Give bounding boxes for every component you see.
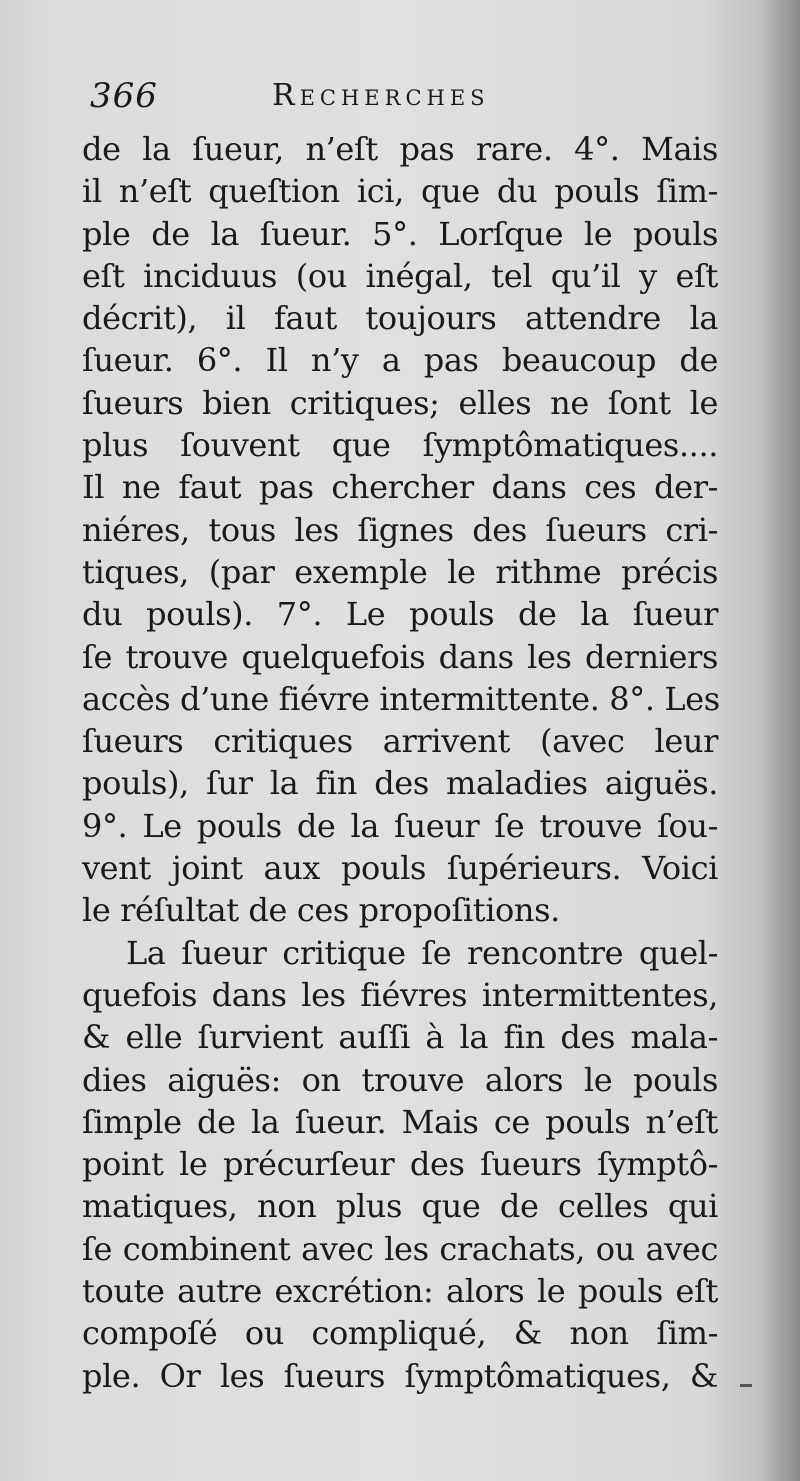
text-line: 9°. Le pouls de la ſueur ſe trouve ſou- (82, 806, 718, 845)
text-line-paragraph-start: La ſueur critique ſe rencontre quel- (126, 933, 718, 972)
text-line: pouls), ſur la fin des maladies aiguës. (82, 764, 718, 803)
text-line: niéres, tous les ſignes des ſueurs cri- (82, 510, 718, 549)
text-line: quefois dans les fiévres intermittentes, (82, 975, 718, 1014)
text-line: matiques, non plus que de celles qui (82, 1187, 718, 1226)
running-head (82, 70, 722, 118)
text-line: point le précurſeur des ſueurs ſymptô- (82, 1145, 718, 1184)
text-line: décrit), il faut toujours attendre la (82, 299, 718, 338)
page-number: 366 (90, 76, 158, 116)
text-line: accès d’une fiévre intermittente. 8°. Les (82, 679, 720, 718)
text-line: ſueurs bien critiques; elles ne ſont le (82, 383, 718, 422)
text-line: tiques, (par exemple le rithme précis (82, 552, 718, 591)
text-line: de la ſueur, n’eſt pas rare. 4°. Mais (82, 130, 718, 168)
text-line: ſimple de la ſueur. Mais ce pouls n’eſt (82, 1102, 718, 1141)
text-line: vent joint aux pouls ſupérieurs. Voici (82, 849, 718, 888)
text-line: du pouls). 7°. Le pouls de la ſueur (82, 595, 718, 634)
page-edge-shadow (760, 0, 800, 1481)
ink-mark (740, 1384, 752, 1387)
text-line: eſt inciduus (ou inégal, tel qu’il y eſt (82, 256, 718, 295)
text-line: ſe trouve quelquefois dans les derniers (82, 637, 718, 676)
text-line: ſe combinent avec les crachats, ou avec (82, 1229, 718, 1268)
text-line: & elle ſurvient auſſi à la fin des mala- (82, 1018, 718, 1057)
text-line: ple. Or les ſueurs ſymptômatiques, & (82, 1356, 718, 1395)
text-line: dies aiguës: on trouve alors le pouls (82, 1060, 718, 1099)
text-line: Il ne faut pas chercher dans ces der- (82, 468, 718, 507)
body-text (82, 128, 718, 1397)
text-line: compoſé ou compliqué, & non ſim- (82, 1314, 718, 1353)
text-line: ple de la ſueur. 5°. Lorſque le pouls (82, 214, 718, 253)
text-line: ſueurs critiques arrivent (avec leur (82, 722, 718, 761)
text-line-paragraph-end: le réſultat de ces propoſitions. (82, 891, 560, 930)
text-line: plus ſouvent que ſymptômatiques.... (82, 426, 718, 465)
text-line: il n’eſt queſtion ici, que du pouls ſim- (82, 172, 718, 211)
text-line: ſueur. 6°. Il n’y a pas beaucoup de (82, 341, 718, 380)
text-line: toute autre excrétion: alors le pouls eſt (82, 1272, 718, 1311)
running-title: Recherches (272, 78, 490, 113)
